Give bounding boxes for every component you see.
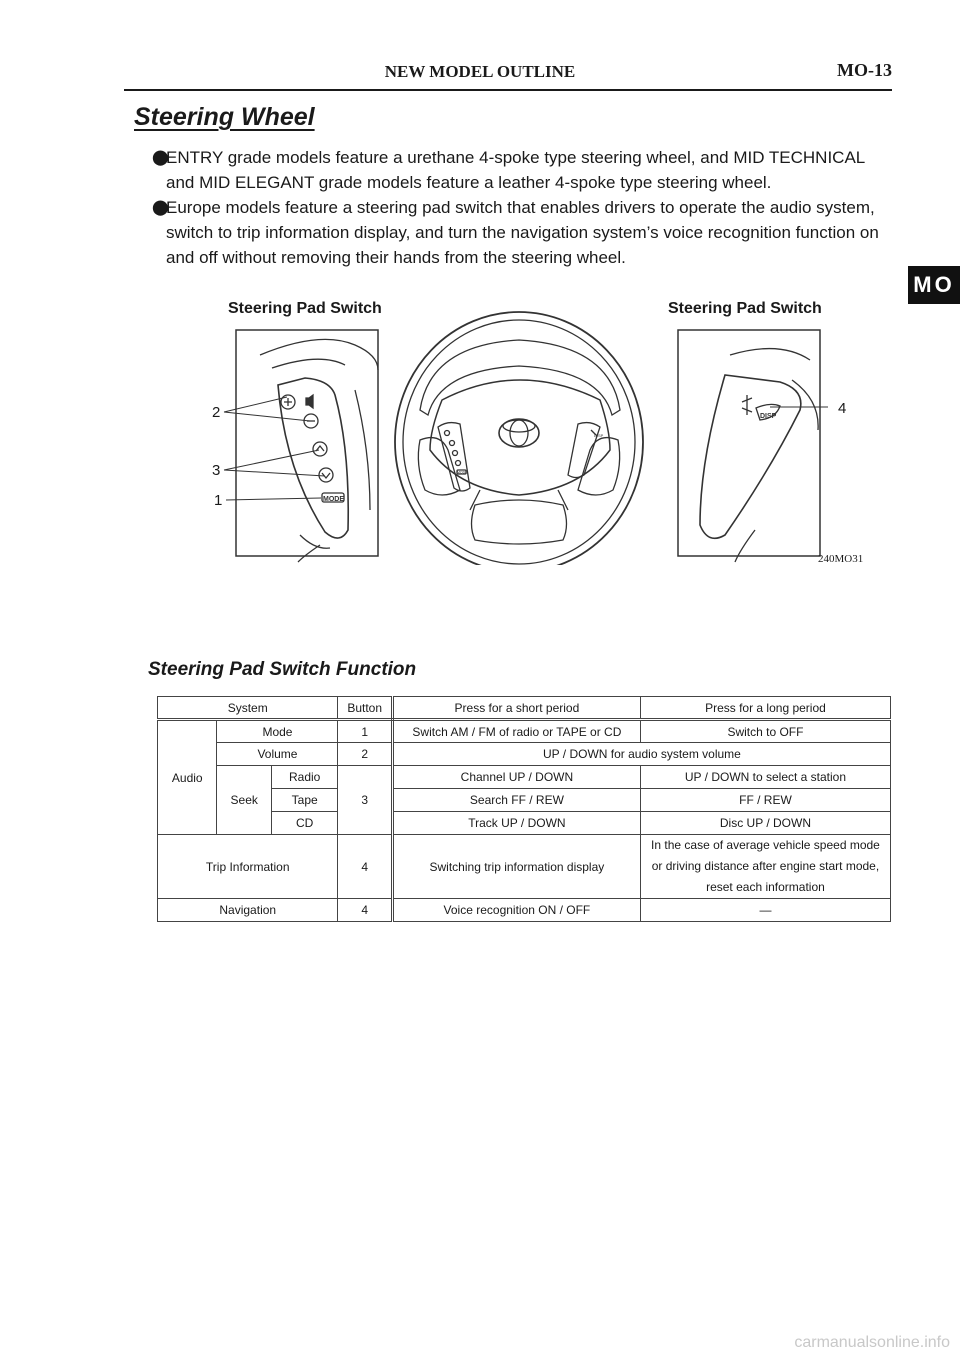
callout-3: 3 [212, 462, 221, 479]
figure-label-right: Steering Pad Switch [668, 300, 822, 317]
trip-short: Switching trip information display [392, 835, 640, 899]
volume-button-num: 2 [338, 743, 392, 766]
table-row [158, 743, 891, 766]
tape-item: Tape [271, 789, 338, 812]
radio-long: UP / DOWN to select a station [640, 766, 890, 789]
mode-long: Switch to OFF [640, 720, 890, 743]
bullet-text: ENTRY grade models feature a urethane 4-spoke type steering wheel, and MID TECHNICAL and MID ELEGANT grade models feature a leather 4-spoke type steering wheel. [166, 148, 865, 192]
bullet-item [152, 145, 897, 195]
voice-icon [742, 395, 752, 415]
header-short: Press for a short period [392, 697, 640, 720]
speaker-icon [306, 395, 313, 408]
bullet-icon: ⬤ [152, 199, 169, 216]
radio-item: Radio [271, 766, 338, 789]
nav-button-num: 4 [338, 899, 392, 922]
trip-long [640, 835, 890, 899]
volume-both: UP / DOWN for audio system volume [392, 743, 890, 766]
table-row [158, 720, 891, 743]
seek-cell: Seek [217, 766, 271, 835]
bullet-icon: ⬤ [152, 149, 169, 166]
section-title: Steering Wheel [134, 103, 315, 131]
seek-down-icon [319, 468, 333, 482]
table-header-row [158, 697, 891, 720]
mode-short: Switch AM / FM of radio or TAPE or CD [392, 720, 640, 743]
bullet-list [152, 145, 897, 270]
trip-long-line: reset each information [706, 880, 825, 894]
page-number: MO-13 [837, 60, 892, 80]
steering-wheel [395, 312, 643, 565]
mode-button-label: MODE [323, 496, 344, 503]
function-table [157, 696, 891, 922]
figure-label-left: Steering Pad Switch [228, 300, 382, 317]
trip-button-num: 4 [338, 835, 392, 899]
wheel-disp-label: DISP [594, 433, 604, 438]
left-detail-frame [236, 330, 378, 556]
figure-code: 240MO31 [818, 553, 864, 565]
site-watermark: carmanualsonline.info [794, 1334, 950, 1351]
section-tab: MO [908, 266, 960, 304]
callout-1: 1 [214, 492, 223, 509]
wheel-mode-label: MODE [457, 470, 468, 475]
nav-short: Voice recognition ON / OFF [392, 899, 640, 922]
table-row [158, 835, 891, 899]
header-title: NEW MODEL OUTLINE [384, 62, 576, 81]
header-button: Button [338, 697, 392, 720]
tape-long: FF / REW [640, 789, 890, 812]
cd-short: Track UP / DOWN [392, 812, 640, 835]
volume-item: Volume [217, 743, 338, 766]
seek-up-icon [313, 442, 327, 456]
radio-short: Channel UP / DOWN [392, 766, 640, 789]
table-row [158, 766, 891, 789]
table-row [158, 899, 891, 922]
trip-item: Trip Information [158, 835, 338, 899]
mode-item: Mode [217, 720, 338, 743]
cd-long: Disc UP / DOWN [640, 812, 890, 835]
seek-button-num: 3 [338, 766, 392, 835]
nav-item: Navigation [158, 899, 338, 922]
cd-item: CD [271, 812, 338, 835]
audio-cell: Audio [158, 720, 217, 835]
nav-long: — [640, 899, 890, 922]
bullet-text: Europe models feature a steering pad switch that enables drivers to operate the audio system, switch to trip information display, and turn the navigation system’s voice recognition function on and off without removing their hands from the steering wheel. [166, 198, 879, 267]
mode-button-num: 1 [338, 720, 392, 743]
steering-wheel-figure [180, 300, 860, 565]
bullet-item [152, 195, 897, 270]
tape-short: Search FF / REW [392, 789, 640, 812]
disp-button-label: DISP [760, 413, 777, 420]
trip-long-line: or driving distance after engine start mode, [651, 859, 880, 873]
callout-2: 2 [212, 404, 221, 421]
table-title: Steering Pad Switch Function [148, 659, 417, 680]
header-system: System [158, 697, 338, 720]
header-rule [124, 89, 892, 91]
header-long: Press for a long period [640, 697, 890, 720]
callout-4: 4 [838, 400, 847, 417]
trip-long-line: In the case of average vehicle speed mode [651, 838, 880, 852]
